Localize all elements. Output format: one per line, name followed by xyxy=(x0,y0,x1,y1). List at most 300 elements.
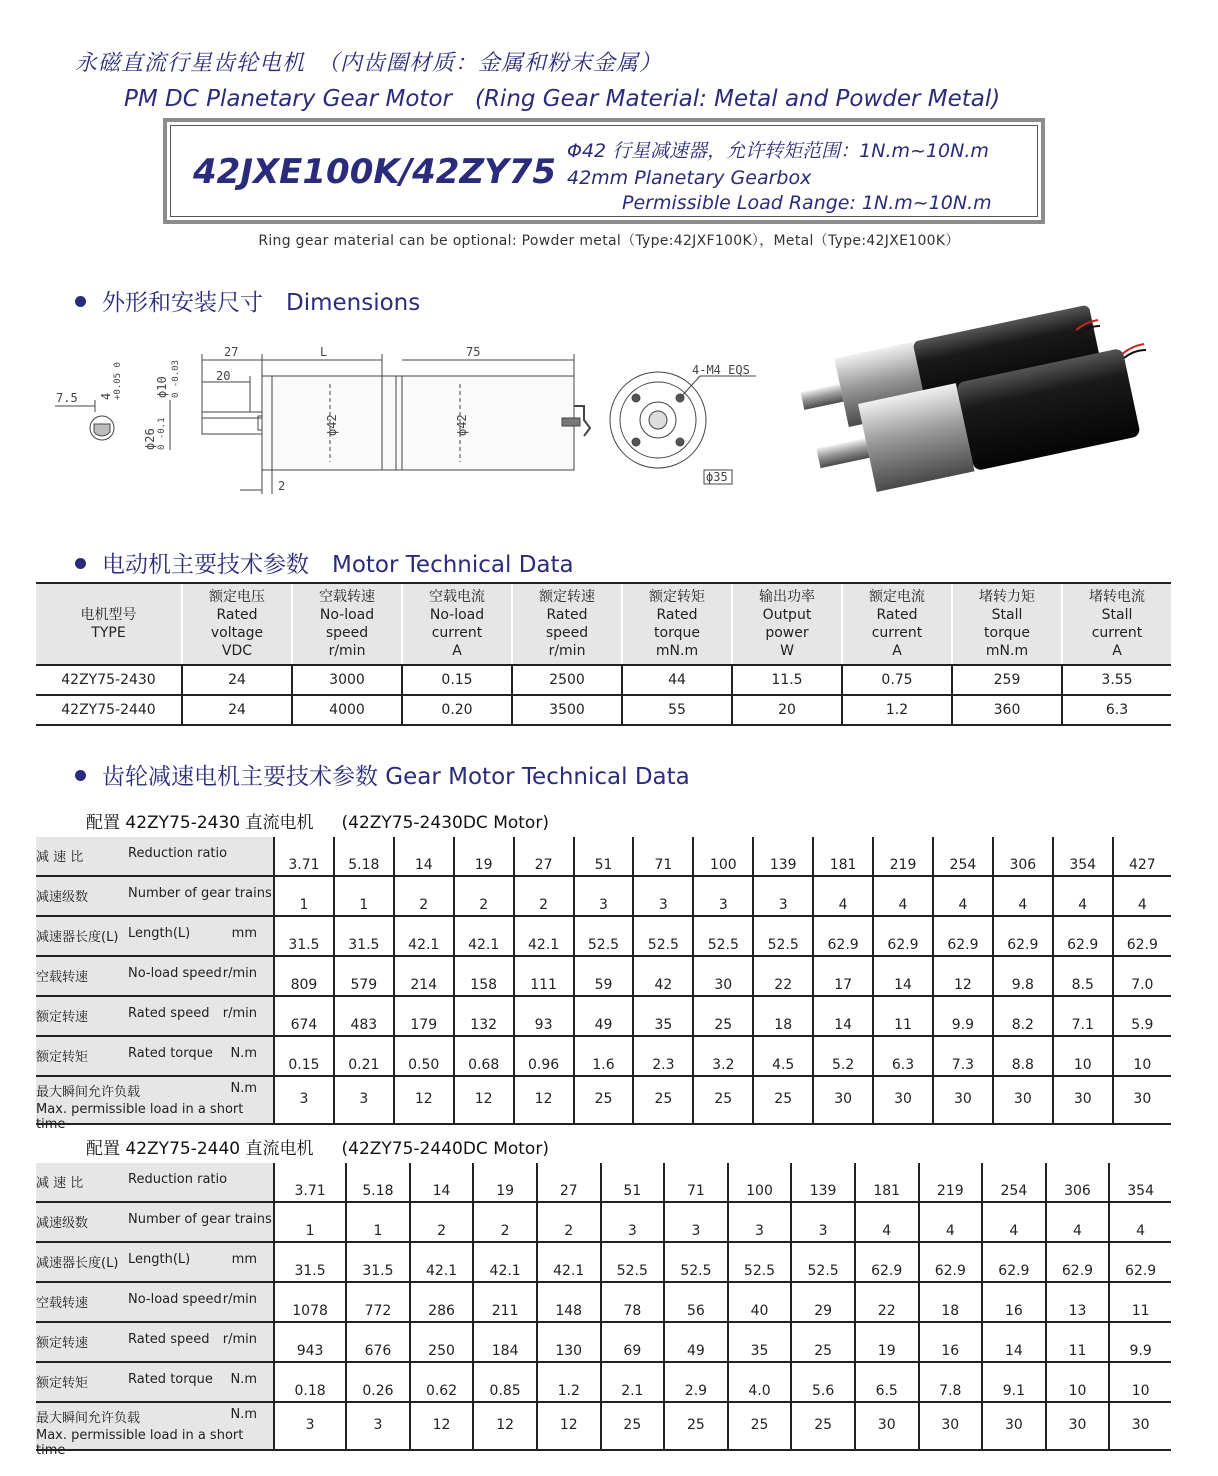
table-cell: 10 xyxy=(1053,1036,1113,1076)
table-cell: 4 xyxy=(855,1202,919,1242)
table-cell: 49 xyxy=(574,996,634,1036)
table-cell: 211 xyxy=(473,1282,537,1322)
gearbox-body xyxy=(262,376,382,470)
table-cell: 181 xyxy=(813,837,873,876)
header-noload-current: 空载电流 No-load current A xyxy=(402,583,512,665)
header-rated-voltage: 额定电压 Rated voltage VDC xyxy=(182,583,292,665)
row-label-en: Length(L) xyxy=(128,1252,191,1267)
table-cell: 3 xyxy=(274,1402,346,1450)
gear-table-2430 xyxy=(36,837,1171,1132)
row-label-en: Rated torque xyxy=(128,1046,213,1061)
table-cell: 6.3 xyxy=(873,1036,933,1076)
motor-body xyxy=(382,376,574,470)
bullet-icon xyxy=(75,296,86,307)
table-cell: 35 xyxy=(633,996,693,1036)
table-cell: 13 xyxy=(1046,1282,1110,1322)
table-cell: 3 xyxy=(334,1076,394,1124)
table-cell: 2 xyxy=(454,876,514,916)
table-cell: 3.71 xyxy=(274,837,334,876)
table-cell: 5.2 xyxy=(813,1036,873,1076)
row-label-cn: 空载转速 xyxy=(36,970,89,985)
table-cell: 30 xyxy=(919,1402,983,1450)
holes-label: 4-M4 EQS xyxy=(692,363,750,377)
table-cell: 250 xyxy=(410,1322,474,1362)
row-label xyxy=(36,1362,274,1402)
bullet-icon xyxy=(75,558,86,569)
table-cell: 254 xyxy=(982,1163,1046,1202)
table-cell: 11 xyxy=(1046,1322,1110,1362)
row-label-en: Length(L) xyxy=(128,926,191,941)
table-cell: 1 xyxy=(274,1202,346,1242)
table-cell: 100 xyxy=(693,837,753,876)
table-cell: 19 xyxy=(454,837,514,876)
table-cell: 14 xyxy=(873,956,933,996)
table-cell: 69 xyxy=(601,1322,665,1362)
table-cell: 219 xyxy=(919,1163,983,1202)
row-label xyxy=(36,837,274,876)
table-cell: 40 xyxy=(728,1282,792,1322)
table-cell: 4 xyxy=(873,876,933,916)
table-cell: 7.3 xyxy=(933,1036,993,1076)
table-cell: 179 xyxy=(394,996,454,1036)
table-cell: 12 xyxy=(394,1076,454,1124)
dim-label-2: 2 xyxy=(278,479,286,493)
table-cell: 3 xyxy=(753,876,813,916)
dim-label-75: 75 xyxy=(466,345,481,359)
table-cell: 19 xyxy=(473,1163,537,1202)
row-label-cn: 减速级数 xyxy=(36,1216,89,1231)
row-label-cn: 减速器长度(L) xyxy=(36,930,119,945)
row-label xyxy=(36,1163,274,1202)
row-label-en: Max. permissible load in a short time xyxy=(36,1428,244,1458)
table-cell: 52.5 xyxy=(574,916,634,956)
row-label-cn: 额定转速 xyxy=(36,1336,89,1351)
table-cell: 30 xyxy=(873,1076,933,1124)
table-cell: 0.18 xyxy=(274,1362,346,1402)
table-cell: 2 xyxy=(537,1202,601,1242)
row-label-cn: 减速级数 xyxy=(36,890,89,905)
table-cell: 8.8 xyxy=(993,1036,1053,1076)
table-cell: 42.1 xyxy=(410,1242,474,1282)
row-label xyxy=(36,1076,274,1132)
table-cell: 360 xyxy=(952,695,1062,725)
table-cell: 30 xyxy=(813,1076,873,1124)
table-cell: 2.3 xyxy=(633,1036,693,1076)
table-cell: 2.9 xyxy=(664,1362,728,1402)
table-cell: 8.5 xyxy=(1053,956,1113,996)
table-cell: 12 xyxy=(410,1402,474,1450)
table-cell: 0.96 xyxy=(514,1036,574,1076)
table-cell: 3.2 xyxy=(693,1036,753,1076)
table-cell: 59 xyxy=(574,956,634,996)
table-cell: 14 xyxy=(410,1163,474,1202)
table-cell: 31.5 xyxy=(274,1242,346,1282)
table-cell: 24 xyxy=(182,665,292,695)
output-shaft xyxy=(202,412,262,434)
row-label-en: Number of gear trains xyxy=(128,1212,272,1227)
table-cell: 427 xyxy=(1113,837,1171,876)
table-cell: 30 xyxy=(933,1076,993,1124)
table-cell: 25 xyxy=(664,1402,728,1450)
table-cell: 52.5 xyxy=(633,916,693,956)
table-cell: 14 xyxy=(982,1322,1046,1362)
table-cell: 100 xyxy=(728,1163,792,1202)
table-cell: 62.9 xyxy=(1109,1242,1171,1282)
section-gear-title: 齿轮减速电机主要技术参数 Gear Motor Technical Data xyxy=(102,764,690,790)
table-cell: 219 xyxy=(873,837,933,876)
table-cell: 2 xyxy=(410,1202,474,1242)
table-cell: 7.0 xyxy=(1113,956,1171,996)
table-cell: 483 xyxy=(334,996,394,1036)
row-label-unit: r/min xyxy=(222,1332,257,1347)
table-row xyxy=(36,1202,1171,1242)
table-cell: 12 xyxy=(537,1402,601,1450)
table-cell: 52.5 xyxy=(601,1242,665,1282)
row-label-unit: N.m xyxy=(230,1407,257,1422)
table-cell: 4.5 xyxy=(753,1036,813,1076)
table-cell: 3.71 xyxy=(274,1163,346,1202)
table-cell: 0.21 xyxy=(334,1036,394,1076)
table-cell: 2 xyxy=(394,876,454,916)
table-cell: 354 xyxy=(1109,1163,1171,1202)
row-label-cn: 最大瞬间允许负载 xyxy=(36,1411,141,1426)
dim-label-phi35: ϕ35 xyxy=(706,470,728,484)
table-cell: 52.5 xyxy=(791,1242,855,1282)
row-label-cn: 额定转矩 xyxy=(36,1050,89,1065)
row-label xyxy=(36,1036,274,1076)
motor-photo xyxy=(786,300,1166,500)
table-row xyxy=(36,1242,1171,1282)
table-cell: 71 xyxy=(664,1163,728,1202)
table-cell: 71 xyxy=(633,837,693,876)
table-cell: 31.5 xyxy=(346,1242,410,1282)
row-label-cn: 减速器长度(L) xyxy=(36,1256,119,1271)
table-cell: 0.15 xyxy=(402,665,512,695)
table-cell: 184 xyxy=(473,1322,537,1362)
table-cell: 93 xyxy=(514,996,574,1036)
table-cell: 30 xyxy=(693,956,753,996)
table-cell: 18 xyxy=(919,1282,983,1322)
table-cell: 35 xyxy=(728,1322,792,1362)
gearbox-load-range: Permissible Load Range: 1N.m~10N.m xyxy=(622,192,992,214)
dim-label-27: 27 xyxy=(224,345,239,359)
table-cell: 214 xyxy=(394,956,454,996)
dim-label-phi10: ϕ10 xyxy=(155,376,169,398)
table-cell: 25 xyxy=(753,1076,813,1124)
table-cell: 62.9 xyxy=(813,916,873,956)
table-cell: 9.9 xyxy=(1109,1322,1171,1362)
table-cell: 14 xyxy=(394,837,454,876)
table-cell: 24 xyxy=(182,695,292,725)
header-noload-speed: 空载转速 No-load speed r/min xyxy=(292,583,402,665)
table-row xyxy=(36,1362,1171,1402)
header-output-power: 输出功率 Output power W xyxy=(732,583,842,665)
table-cell: 943 xyxy=(274,1322,346,1362)
table-cell: 259 xyxy=(952,665,1062,695)
dimension-drawing xyxy=(50,340,770,500)
table-cell: 52.5 xyxy=(728,1242,792,1282)
table-cell: 11 xyxy=(873,996,933,1036)
title-english: PM DC Planetary Gear Motor (Ring Gear Material: Metal and Powder Metal) xyxy=(124,86,1001,112)
table-cell: 4000 xyxy=(292,695,402,725)
table-row xyxy=(36,837,1171,876)
table-cell: 25 xyxy=(574,1076,634,1124)
table-row xyxy=(36,916,1171,956)
table-row xyxy=(36,1402,1171,1450)
table-cell: 1.2 xyxy=(537,1362,601,1402)
table-cell: 62.9 xyxy=(993,916,1053,956)
table-cell: 42ZY75-2430 xyxy=(36,665,182,695)
table-cell: 30 xyxy=(982,1402,1046,1450)
table-cell: 4 xyxy=(1053,876,1113,916)
table-row xyxy=(36,1036,1171,1076)
table-cell: 772 xyxy=(346,1282,410,1322)
table-cell: 1.6 xyxy=(574,1036,634,1076)
table-cell: 25 xyxy=(601,1402,665,1450)
table-cell: 148 xyxy=(537,1282,601,1322)
table-cell: 9.1 xyxy=(982,1362,1046,1402)
table-row xyxy=(36,996,1171,1036)
dim-label-7-5: 7.5 xyxy=(56,391,78,405)
table-cell: 254 xyxy=(933,837,993,876)
dim-label-20: 20 xyxy=(216,369,231,383)
table-row xyxy=(36,695,1171,725)
dim-label-L: L xyxy=(320,345,328,359)
table-cell: 44 xyxy=(622,665,732,695)
title-chinese: 永磁直流行星齿轮电机 （内齿圈材质：金属和粉末金属） xyxy=(75,51,663,76)
table-cell: 16 xyxy=(982,1282,1046,1322)
table-cell: 3 xyxy=(664,1202,728,1242)
gearbox-desc-cn: Φ42 行星减速器，允许转矩范围：1N.m~10N.m xyxy=(567,140,989,162)
header-type: 电机型号 TYPE xyxy=(36,583,182,665)
table-cell: 8.2 xyxy=(993,996,1053,1036)
row-label-cn: 空载转速 xyxy=(36,1296,89,1311)
row-label-unit: r/min xyxy=(222,1292,257,1307)
row-label-en: Number of gear trains xyxy=(128,886,272,901)
table-cell: 306 xyxy=(993,837,1053,876)
table-cell: 4.0 xyxy=(728,1362,792,1402)
table-cell: 0.75 xyxy=(842,665,952,695)
table-cell: 139 xyxy=(791,1163,855,1202)
table-row xyxy=(36,1322,1171,1362)
table-cell: 10 xyxy=(1109,1362,1171,1402)
table-cell: 51 xyxy=(574,837,634,876)
table-cell: 22 xyxy=(753,956,813,996)
model-box xyxy=(163,118,1045,224)
table-cell: 0.62 xyxy=(410,1362,474,1402)
row-label-unit: N.m xyxy=(230,1081,257,1096)
table-cell: 25 xyxy=(693,996,753,1036)
table-cell: 12 xyxy=(454,1076,514,1124)
row-label-en: No-load speed xyxy=(128,966,222,981)
table-cell: 579 xyxy=(334,956,394,996)
table-cell: 62.9 xyxy=(919,1242,983,1282)
section-dimensions-title: 外形和安装尺寸 Dimensions xyxy=(102,290,421,316)
table-cell: 2.1 xyxy=(601,1362,665,1402)
table-cell: 676 xyxy=(346,1322,410,1362)
table-cell: 4 xyxy=(933,876,993,916)
table-cell: 3 xyxy=(274,1076,334,1124)
table-cell: 10 xyxy=(1113,1036,1171,1076)
table-cell: 62.9 xyxy=(855,1242,919,1282)
table-cell: 56 xyxy=(664,1282,728,1322)
row-label-cn: 减 速 比 xyxy=(36,1176,84,1191)
row-label-en: Rated speed xyxy=(128,1006,210,1021)
table-cell: 4 xyxy=(919,1202,983,1242)
model-name: 42JXE100K/42ZY75 xyxy=(193,152,557,192)
section-gear-data xyxy=(75,758,690,791)
table-cell: 3500 xyxy=(512,695,622,725)
dim-label-phi26: ϕ26 xyxy=(143,428,157,450)
table-cell: 18 xyxy=(753,996,813,1036)
dim-label-phi42-motor: ϕ42 xyxy=(455,414,469,436)
table-cell: 62.9 xyxy=(1053,916,1113,956)
row-label-unit: r/min xyxy=(222,966,257,981)
table-cell: 62.9 xyxy=(1113,916,1171,956)
table-cell: 286 xyxy=(410,1282,474,1322)
table-cell: 25 xyxy=(791,1322,855,1362)
table-cell: 7.8 xyxy=(919,1362,983,1402)
table-cell: 27 xyxy=(514,837,574,876)
table-cell: 30 xyxy=(1046,1402,1110,1450)
table-cell: 10 xyxy=(1046,1362,1110,1402)
table-cell: 674 xyxy=(274,996,334,1036)
table-cell: 14 xyxy=(813,996,873,1036)
table-cell: 181 xyxy=(855,1163,919,1202)
table-cell: 1.2 xyxy=(842,695,952,725)
table-row xyxy=(36,1282,1171,1322)
config-title-2440: 配置 42ZY75-2440 直流电机 (42ZY75-2440DC Motor) xyxy=(86,1139,549,1159)
table-cell: 2 xyxy=(514,876,574,916)
table-cell: 0.15 xyxy=(274,1036,334,1076)
section-motor-data xyxy=(75,546,574,579)
table-cell: 5.18 xyxy=(334,837,394,876)
table-cell: 3 xyxy=(633,876,693,916)
table-cell: 1 xyxy=(346,1202,410,1242)
table-cell: 25 xyxy=(693,1076,753,1124)
table-cell: 130 xyxy=(537,1322,601,1362)
table-cell: 55 xyxy=(622,695,732,725)
section-motor-title: 电动机主要技术参数 Motor Technical Data xyxy=(102,552,574,578)
table-cell: 0.26 xyxy=(346,1362,410,1402)
table-cell: 132 xyxy=(454,996,514,1036)
bullet-icon xyxy=(75,770,86,781)
section-dimensions xyxy=(75,284,420,317)
table-cell: 25 xyxy=(791,1402,855,1450)
row-label xyxy=(36,956,274,996)
table-cell: 1 xyxy=(274,876,334,916)
row-label xyxy=(36,1202,274,1242)
table-cell: 30 xyxy=(1113,1076,1171,1124)
gearbox-desc-en: 42mm Planetary Gearbox xyxy=(567,167,812,189)
table-cell: 4 xyxy=(982,1202,1046,1242)
row-label-unit: mm xyxy=(231,926,257,941)
table-cell: 16 xyxy=(919,1322,983,1362)
row-label-en: No-load speed xyxy=(128,1292,222,1307)
row-label xyxy=(36,1282,274,1322)
table-cell: 4 xyxy=(813,876,873,916)
table-cell: 306 xyxy=(1046,1163,1110,1202)
table-cell: 42.1 xyxy=(394,916,454,956)
table-row xyxy=(36,1163,1171,1202)
row-label-cn: 额定转速 xyxy=(36,1010,89,1025)
table-cell: 12 xyxy=(473,1402,537,1450)
table-cell: 52.5 xyxy=(693,916,753,956)
row-label-unit: r/min xyxy=(222,1006,257,1021)
table-cell: 30 xyxy=(993,1076,1053,1124)
table-cell: 3 xyxy=(693,876,753,916)
table-cell: 49 xyxy=(664,1322,728,1362)
table-cell: 42.1 xyxy=(537,1242,601,1282)
header-rated-speed: 额定转速 Rated speed r/min xyxy=(512,583,622,665)
config-title-2430: 配置 42ZY75-2430 直流电机 (42ZY75-2430DC Motor) xyxy=(86,813,549,833)
table-cell: 52.5 xyxy=(753,916,813,956)
table-cell: 7.1 xyxy=(1053,996,1113,1036)
row-label xyxy=(36,916,274,956)
row-label xyxy=(36,996,274,1036)
table-cell: 30 xyxy=(1053,1076,1113,1124)
table-cell: 29 xyxy=(791,1282,855,1322)
table-cell: 0.68 xyxy=(454,1036,514,1076)
table-cell: 2500 xyxy=(512,665,622,695)
dim-label-phi10-tol: 0 -0.03 xyxy=(171,360,181,398)
table-cell: 809 xyxy=(274,956,334,996)
table-cell: 22 xyxy=(855,1282,919,1322)
table-cell: 2 xyxy=(473,1202,537,1242)
table-cell: 12 xyxy=(514,1076,574,1124)
table-cell: 31.5 xyxy=(274,916,334,956)
table-cell: 31.5 xyxy=(334,916,394,956)
table-cell: 42.1 xyxy=(514,916,574,956)
table-cell: 4 xyxy=(1113,876,1171,916)
table-row xyxy=(36,665,1171,695)
table-cell: 6.5 xyxy=(855,1362,919,1402)
table-cell: 25 xyxy=(633,1076,693,1124)
table-cell: 139 xyxy=(753,837,813,876)
table-cell: 30 xyxy=(855,1402,919,1450)
table-cell: 3 xyxy=(346,1402,410,1450)
header-rated-current: 额定电流 Rated current A xyxy=(842,583,952,665)
table-cell: 6.3 xyxy=(1062,695,1171,725)
header-stall-current: 堵转电流 Stall current A xyxy=(1062,583,1171,665)
row-label-cn: 最大瞬间允许负载 xyxy=(36,1085,141,1100)
table-cell: 30 xyxy=(1109,1402,1171,1450)
table-row xyxy=(36,876,1171,916)
table-cell: 42 xyxy=(633,956,693,996)
table-cell: 3.55 xyxy=(1062,665,1171,695)
table-cell: 5.9 xyxy=(1113,996,1171,1036)
table-cell: 111 xyxy=(514,956,574,996)
table-cell: 354 xyxy=(1053,837,1113,876)
table-cell: 1078 xyxy=(274,1282,346,1322)
table-cell: 158 xyxy=(454,956,514,996)
table-cell: 11 xyxy=(1109,1282,1171,1322)
table-row xyxy=(36,956,1171,996)
row-label xyxy=(36,1242,274,1282)
row-label-unit: mm xyxy=(231,1252,257,1267)
table-cell: 12 xyxy=(933,956,993,996)
table-cell: 78 xyxy=(601,1282,665,1322)
table-cell: 52.5 xyxy=(664,1242,728,1282)
table-cell: 17 xyxy=(813,956,873,996)
table-cell: 25 xyxy=(728,1402,792,1450)
row-label xyxy=(36,1402,274,1458)
table-cell: 62.9 xyxy=(982,1242,1046,1282)
row-label-en: Rated torque xyxy=(128,1372,213,1387)
row-label-en: Reduction ratio xyxy=(128,846,228,861)
table-cell: 11.5 xyxy=(732,665,842,695)
table-cell: 19 xyxy=(855,1322,919,1362)
